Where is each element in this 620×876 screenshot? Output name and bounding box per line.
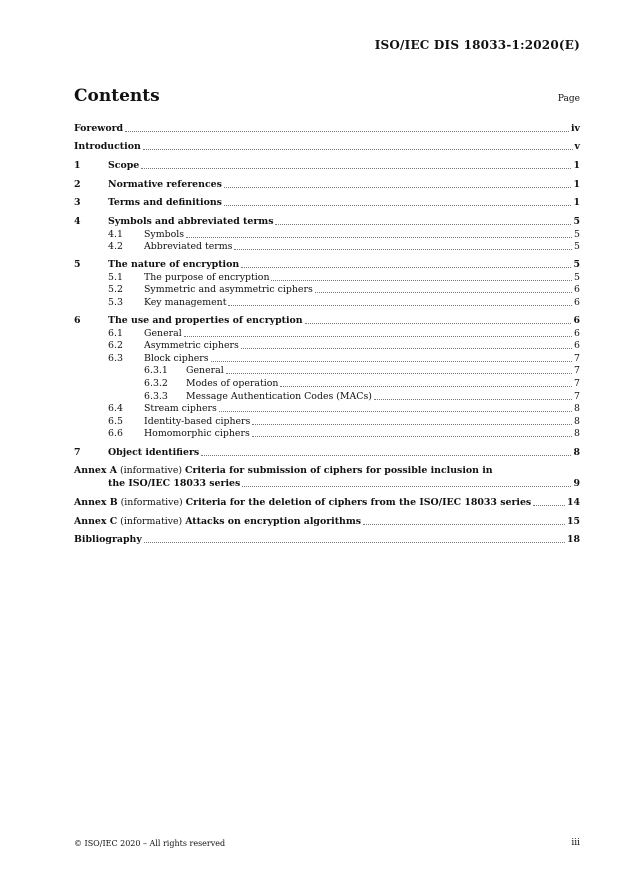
toc-entry-title: The use and properties of encryption: [108, 315, 303, 326]
annex-prefix: Annex C: [74, 516, 118, 527]
toc-entry-number: 6.3.1: [144, 365, 168, 376]
toc-leader-dots: [201, 455, 571, 456]
toc-leader-dots: [305, 323, 572, 324]
toc-entry-title: Normative references: [108, 179, 222, 190]
annex-type: (informative): [120, 497, 183, 508]
toc-entry-page: 8: [574, 403, 580, 414]
annex-title-line: [74, 516, 361, 528]
toc-leader-dots: [252, 436, 572, 437]
toc-entry-page: 1: [573, 179, 580, 190]
toc-entry-title: Scope: [108, 160, 140, 171]
toc-leader-dots: [252, 424, 572, 425]
toc-leader-dots: [211, 361, 572, 362]
annex-title: Attacks on encryption algorithms: [185, 516, 362, 527]
contents-title: Contents: [74, 86, 160, 106]
annex-title: Criteria for the deletion of ciphers from the ISO/IEC 18033 series: [185, 497, 532, 508]
toc-entry-number: 6.3: [108, 353, 123, 364]
toc-entry-page: v: [574, 141, 580, 152]
toc-entry-page: 5: [574, 272, 580, 283]
toc-leader-dots: [315, 292, 572, 293]
toc-leader-dots: [125, 131, 569, 132]
toc-entry-title: General: [144, 328, 182, 339]
toc-entry-page: 7: [574, 365, 580, 376]
toc-leader-dots: [271, 280, 572, 281]
toc-leader-dots: [224, 187, 572, 188]
toc-entry-number: 5.1: [108, 272, 123, 283]
toc-entry-title: Terms and definitions: [108, 197, 222, 208]
toc-entry-page: 7: [574, 378, 580, 389]
toc-entry-number: 3: [74, 197, 81, 208]
toc-entry-page: 7: [574, 353, 580, 364]
toc-entry[interactable]: [74, 339, 580, 352]
toc-annex-c[interactable]: [74, 515, 580, 528]
toc-leader-dots: [224, 205, 572, 206]
toc-bibliography[interactable]: [74, 533, 580, 546]
toc-entry-number: 6: [74, 315, 81, 326]
toc-entry-title: Identity-based ciphers: [144, 416, 251, 427]
toc-entry-page: 5: [574, 229, 580, 240]
toc-entry-title: The nature of encryption: [108, 259, 240, 270]
toc-leader-dots: [141, 168, 571, 169]
toc-entry-page: 6: [574, 284, 580, 295]
toc-entry-title: Abbreviated terms: [144, 241, 233, 252]
toc-entry-number: 6.3.3: [144, 391, 168, 402]
toc-entry-title: Introduction: [74, 141, 141, 152]
toc-entry[interactable]: [74, 178, 580, 191]
toc-entry-page: 6: [574, 340, 580, 351]
toc-leader-dots: [219, 411, 572, 412]
toc-entry-page: 8: [574, 428, 580, 439]
toc-entry-number: 5.2: [108, 284, 123, 295]
toc-leader-dots: [143, 149, 573, 150]
toc-entry-page: 8: [573, 447, 580, 458]
toc-entry-page: 9: [573, 478, 580, 489]
toc-entry[interactable]: [74, 296, 580, 309]
toc-entry-number: 5.3: [108, 297, 123, 308]
toc-entry-title: Symbols: [144, 229, 185, 240]
annex-title-line: [74, 497, 531, 509]
toc-entry-page: 5: [574, 241, 580, 252]
toc-entry-page: 14: [566, 497, 580, 508]
toc-leader-dots: [144, 542, 565, 543]
page-column-label: Page: [557, 94, 580, 104]
toc-leader-dots: [228, 305, 572, 306]
toc-leader-dots: [275, 224, 571, 225]
toc-entry-title: Stream ciphers: [144, 403, 217, 414]
annex-a-title-line2: the ISO/IEC 18033 series: [108, 478, 241, 489]
toc-leader-dots: [533, 505, 565, 506]
toc-entry[interactable]: [74, 314, 580, 327]
toc-entry-title: The purpose of encryption: [144, 272, 270, 283]
toc-entry-page: 18: [566, 534, 580, 545]
annex-a-title-line1: [74, 465, 493, 477]
page-number-footer: iii: [571, 838, 580, 848]
toc-entry-title: Asymmetric ciphers: [144, 340, 239, 351]
annex-type: (informative): [120, 516, 183, 527]
toc-entry-page: 6: [574, 297, 580, 308]
toc-leader-dots: [280, 386, 572, 387]
toc-entry-page: iv: [570, 123, 580, 134]
toc-entry[interactable]: [74, 196, 580, 209]
toc-leader-dots: [226, 373, 572, 374]
toc-annex-a-continued[interactable]: [74, 477, 580, 490]
toc-entry-page: 5: [573, 216, 580, 227]
toc-entry-title: General: [186, 365, 224, 376]
toc-leader-dots: [241, 348, 572, 349]
toc-entry[interactable]: [74, 446, 580, 459]
toc-entry-number: 5: [74, 259, 81, 270]
toc-entry-title: Object identifiers: [108, 447, 200, 458]
toc-entry[interactable]: [74, 140, 580, 153]
toc-entry-title: Homomorphic ciphers: [144, 428, 250, 439]
annex-title: Criteria for submission of ciphers for possible inclusion in: [185, 465, 493, 476]
toc-entry-number: 1: [74, 160, 81, 171]
toc-entry[interactable]: [74, 240, 580, 253]
toc-leader-dots: [184, 336, 572, 337]
toc-entry-page: 15: [566, 516, 580, 527]
toc-entry[interactable]: [74, 364, 580, 377]
toc-entry[interactable]: [74, 215, 580, 228]
toc-entry-title: Symbols and abbreviated terms: [108, 216, 274, 227]
toc-entry-title: Symmetric and asymmetric ciphers: [144, 284, 313, 295]
toc-leader-dots: [241, 267, 571, 268]
annex-prefix: Annex B: [74, 497, 118, 508]
toc-entry[interactable]: [74, 122, 580, 135]
toc-entry-number: 6.5: [108, 416, 123, 427]
toc-entry[interactable]: [74, 258, 580, 271]
toc-entry-number: 2: [74, 179, 81, 190]
toc-entry-number: 7: [74, 447, 81, 458]
toc-entry-page: 6: [574, 328, 580, 339]
annex-type: (informative): [119, 465, 183, 476]
toc-entry[interactable]: [74, 377, 580, 390]
toc-annex-b[interactable]: [74, 496, 580, 509]
toc-entry[interactable]: [74, 427, 580, 440]
toc-leader-dots: [363, 524, 565, 525]
toc-entry-title: Block ciphers: [144, 353, 209, 364]
toc-entry-number: 4: [74, 216, 81, 227]
toc-entry-page: 1: [573, 160, 580, 171]
toc-leader-dots: [186, 237, 572, 238]
toc-entry-title: Message Authentication Codes (MACs): [186, 391, 372, 402]
toc-entry-title: Foreword: [74, 123, 124, 134]
toc-entry-number: 4.1: [108, 229, 123, 240]
toc-entry-number: 6.1: [108, 328, 123, 339]
toc-entry-number: 4.2: [108, 241, 123, 252]
toc-entry-number: 6.4: [108, 403, 123, 414]
toc-entry[interactable]: [74, 159, 580, 172]
toc-entry-number: 6.2: [108, 340, 123, 351]
toc-entry-number: 6.3.2: [144, 378, 168, 389]
toc-entry-title: Modes of operation: [186, 378, 279, 389]
toc-leader-dots: [242, 486, 571, 487]
toc-entry-page: 5: [573, 259, 580, 270]
annex-prefix: Annex A: [74, 465, 117, 476]
copyright-footer: © ISO/IEC 2020 – All rights reserved: [74, 839, 226, 848]
toc-entry-page: 7: [574, 391, 580, 402]
toc-entry-page: 6: [573, 315, 580, 326]
toc-entry-page: 8: [574, 416, 580, 427]
toc-leader-dots: [374, 399, 572, 400]
toc-annex-a[interactable]: [74, 464, 580, 477]
bibliography-title: Bibliography: [74, 534, 142, 545]
toc-entry-number: 6.6: [108, 428, 123, 439]
toc-entry[interactable]: [74, 402, 580, 415]
document-id-header: ISO/IEC DIS 18033-1:2020(E): [374, 38, 580, 52]
toc-leader-dots: [234, 249, 572, 250]
toc-entry[interactable]: [74, 283, 580, 296]
toc-entry-page: 1: [573, 197, 580, 208]
toc-entry-title: Key management: [144, 297, 227, 308]
